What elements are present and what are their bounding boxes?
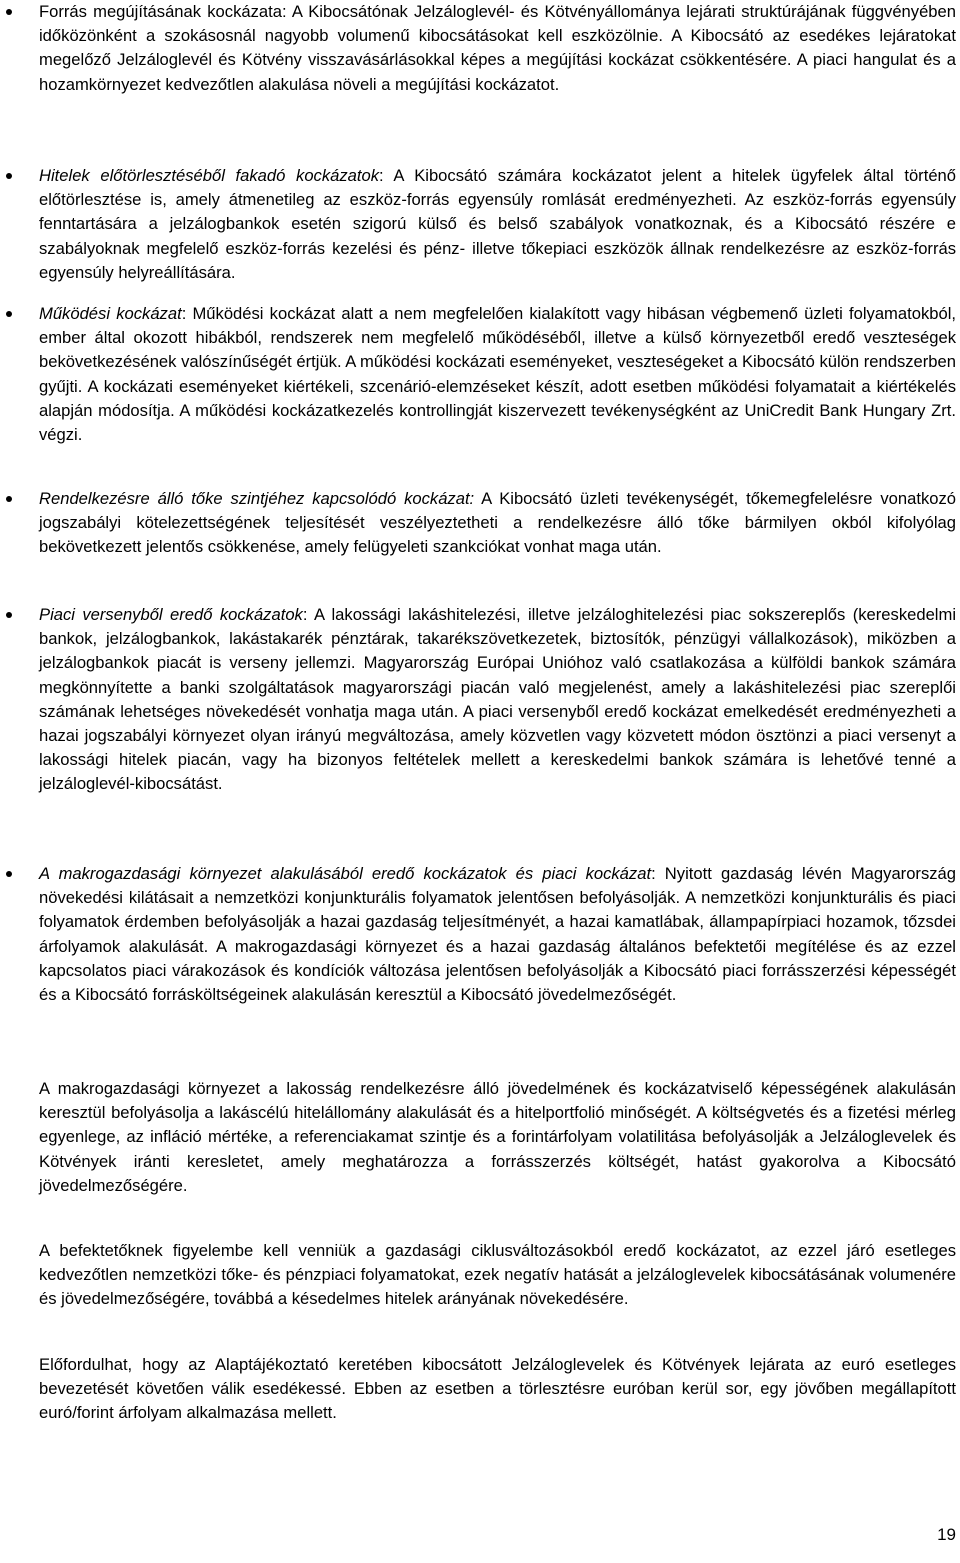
paragraph-text: Előfordulhat, hogy az Alaptájékoztató keretében kibocsátott Jelzáloglevelek és Kötvények lejárata az euró esetleges bevezetését követően válik esedékessé. Ebben az esetben a törlesztésre euróban kerül sor, egy jövőben megállapított euró/forint árfolyam alkalmazása mellett.	[39, 1355, 956, 1423]
paragraph-household-income	[39, 1077, 956, 1198]
risk-item-text: : Nyitott gazdaság lévén Magyarország növekedési kilátásait a nemzetközi konjunkturális folyamatok jelentősen befolyásolják. A nemzetközi konjunkturális és piaci folyamatok érdemben befolyásolják a hazai gazdaság teljesítményét, a hazai kamatlábak, állampapírpiaci hozamok, tőzsdei árfolyamok alakulását. A makrogazdasági környezet és a hazai gazdaság általános befektetői megítélése és az ezzel kapcsolatos piaci várakozások és kondíciók változása jelentősen befolyásolják a Kibocsátó piaci forrásszerzési képességét és a Kibocsátó forrásköltségeinek alakulásán keresztül a Kibocsátó jövedelmezőségét.	[39, 864, 957, 1005]
risk-item-title: A makrogazdasági környezet alakulásából eredő kockázatok és piaci kockázat	[39, 864, 652, 883]
page-number: 19	[937, 1525, 956, 1544]
bullet-icon	[6, 9, 12, 15]
risk-item-capital	[39, 487, 956, 560]
risk-item-title: Rendelkezésre álló tőke szintjéhez kapcsolódó kockázat:	[39, 489, 475, 508]
bullet-icon	[6, 311, 12, 317]
risk-item-title: Működési kockázat	[39, 304, 182, 323]
risk-item-text: : Működési kockázat alatt a nem megfelelően kialakított vagy hibásan végbemenő üzleti folyamatokból, ember által okozott hibákból, rendszerek nem megfelelő működéséből, illetve a külső környezetből eredő veszteségek bekövetkezésének valószínűségét értjük. A működési kockázati eseményeket, veszteségeket a Kibocsátó külön rendszerben gyűjti. A kockázati eseményeket kiértékeli, szcenárió-elemzéseket készít, adott esetben működési folyamatait a kiértékelés alapján módosítja. A működési kockázatkezelés kontrollingját kiszervezett tevékenységként az UniCredit Bank Hungary Zrt. végzi.	[39, 304, 956, 445]
bullet-icon	[6, 173, 12, 179]
bullet-icon	[6, 871, 12, 877]
risk-item-text: : A Kibocsátó számára kockázatot jelent a hitelek ügyfelek által történő előtörlesztése is, amely átmenetileg az eszköz-forrás egyensúly romlását eredményezheti. Az eszköz-forrás egyensúly fenntartására a jelzálogbankok esetén szigorú külső és belső szabályok vonatkoznak, és a Kibocsátó részére e szabályoknak megfelelő eszköz-forrás kezelési és pénz- illetve tőkepiaci eszközök állnak rendelkezésre az eszköz-forrás egyensúly helyreállítására.	[39, 166, 957, 282]
paragraph-investor-risk	[39, 1239, 956, 1312]
risk-item-title: Piaci versenyből eredő kockázatok	[39, 605, 303, 624]
paragraph-euro-adoption	[39, 1353, 956, 1426]
risk-item-text: A Kibocsátó üzleti tevékenységét, tőkemegfelelésre vonatkozó jogszabályi kötelezettségének teljesítését veszélyeztetheti a rendelkezésre álló tőke bármilyen okból kifolyólag bekövetkezett jelentős csökkenése, amely felügyeleti szankciókat vonhat maga után.	[39, 489, 956, 557]
risk-item-text: : A lakossági lakáshitelezési, illetve jelzáloghitelezési piac sokszereplős (kereskedelmi bankok, jelzálogbankok, lakástakarék pénztárak, takarékszövetkezetek, biztosítók, pénzügyi vállalkozások), miközben a jelzálogbankok piacát is verseny jellemzi. Magyarország Európai Unióhoz való csatlakozása a külföldi bankok számára megkönnyítette a banki szolgáltatások magyarországi piacán való megjelenést, amely a lakáshitelezési piac szereplői számának lehetséges növekedését vonhatja maga után. A piaci versenyből eredő kockázat emelkedését eredményezheti a hazai jogszabályi környezet olyan irányú megváltozása, amely közvetlen vagy közvetett módon ösztönzi a piaci versenyt a lakossági hitelek piacán, vagy ha bizonyos feltételek mellett a kereskedelmi bankok számára is lehetővé tenné a jelzáloglevél-kibocsátást.	[39, 605, 957, 794]
risk-item-competition	[39, 603, 956, 797]
bullet-icon	[6, 612, 12, 618]
risk-item-title: Hitelek előtörlesztéséből fakadó kockázatok	[39, 166, 380, 185]
risk-item-operational	[39, 302, 956, 447]
risk-item-text: Forrás megújításának kockázata: A Kibocsátónak Jelzáloglevél- és Kötvényállománya lejárati struktúrájának függvényében időközönként a szokásosnál nagyobb volumenű kibocsátásokat kell eszközölnie. A Kibocsátó az esedékes lejáratokat megelőző Jelzáloglevél és Kötvény visszavásárlásokkal képes a megújítási kockázat csökkentésére. A piaci hangulat és a hozamkörnyezet kedvezőtlen alakulása növeli a megújítási kockázatot.	[39, 2, 956, 94]
paragraph-text: A befektetőknek figyelembe kell venniük a gazdasági ciklusváltozásokból eredő kockázatot, az ezzel járó esetleges kedvezőtlen nemzetközi tőke- és pénzpiaci folyamatokat, ezek negatív hatását a jelzáloglevelek kibocsátásának volumenére és jövedelmezőségére, továbbá a késedelmes hitelek arányának növekedésére.	[39, 1241, 956, 1309]
risk-item-refinancing	[39, 0, 956, 97]
risk-item-macroeconomic	[39, 862, 956, 1007]
paragraph-text: A makrogazdasági környezet a lakosság rendelkezésre álló jövedelmének és kockázatviselő képességének alakulásán keresztül befolyásolja a lakáscélú hitelállomány alakulását és a hitelportfolió minőségét. A költségvetés és a fizetési mérleg egyenlege, az infláció mértéke, a referenciakamat szintje és a forintárfolyam volatilitása befolyásolják a Jelzáloglevelek és Kötvények iránti keresletet, amely meghatározza a forrásszerzés költségét, hatást gyakorolva a Kibocsátó jövedelmezőségére.	[39, 1079, 956, 1195]
bullet-icon	[6, 496, 12, 502]
risk-item-prepayment	[39, 164, 956, 285]
